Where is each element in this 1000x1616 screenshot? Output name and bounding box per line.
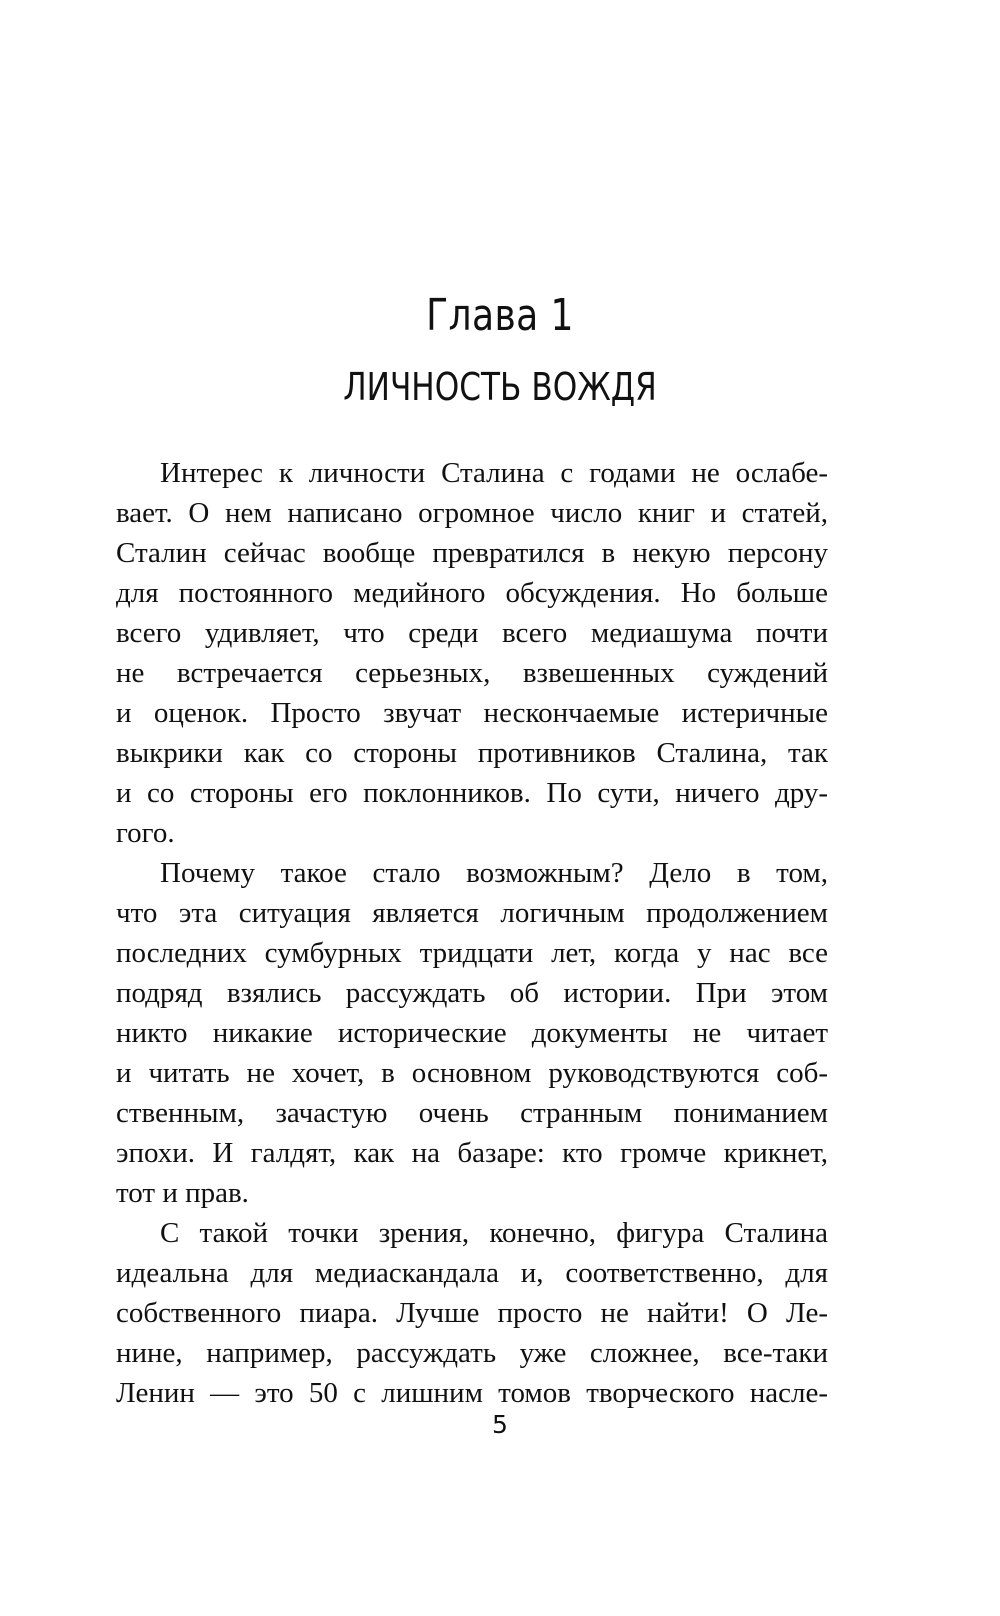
text-line: собственного пиара. Лучше просто не найти! О Ле- [116, 1297, 828, 1329]
page-number: 5 [492, 1410, 508, 1439]
text-line: тот и прав. [116, 1177, 249, 1209]
text-line: Интерес к личности Сталина с годами не ослабе- [160, 457, 828, 489]
text-line: и читать не хочет, в основном руководствуются соб- [116, 1057, 828, 1089]
text-line: идеальна для медиаскандала и, соответственно, для [116, 1257, 828, 1289]
text-line: Сталин сейчас вообще превратился в некую персону [116, 537, 828, 569]
text-line: эпохи. И галдят, как на базаре: кто громче крикнет, [116, 1137, 828, 1169]
text-line: вает. О нем написано огромное число книг и статей, [116, 497, 828, 529]
text-line: ственным, зачастую очень странным пониманием [116, 1097, 828, 1129]
text-line: и оценок. Просто звучат нескончаемые истеричные [116, 697, 828, 729]
text-line: и со стороны его поклонников. По сути, ничего дру- [116, 777, 828, 809]
text-line: подряд взялись рассуждать об истории. При этом [116, 977, 828, 1009]
text-line: для постоянного медийного обсуждения. Но больше [116, 577, 828, 609]
body-text [116, 453, 828, 1413]
text-line: Ленин — это 50 с лишним томов творческого насле- [116, 1377, 828, 1409]
text-line: нине, например, рассуждать уже сложнее, все-таки [116, 1337, 828, 1369]
text-line: последних сумбурных тридцати лет, когда у нас все [116, 937, 828, 969]
chapter-title: ЛИЧНОСТЬ ВОЖДЯ [343, 365, 657, 409]
text-line: что эта ситуация является логичным продолжением [116, 897, 828, 929]
text-line: не встречается серьезных, взвешенных суждений [116, 657, 828, 689]
text-line: всего удивляет, что среди всего медиашума почти [116, 617, 828, 649]
text-line: гого. [116, 817, 175, 849]
text-line: Почему такое стало возможным? Дело в том, [160, 857, 828, 889]
chapter-number: Глава 1 [426, 290, 574, 341]
text-line: выкрики как со стороны противников Сталина, так [116, 737, 828, 769]
text-line: С такой точки зрения, конечно, фигура Сталина [160, 1217, 828, 1249]
text-line: никто никакие исторические документы не читает [116, 1017, 828, 1049]
